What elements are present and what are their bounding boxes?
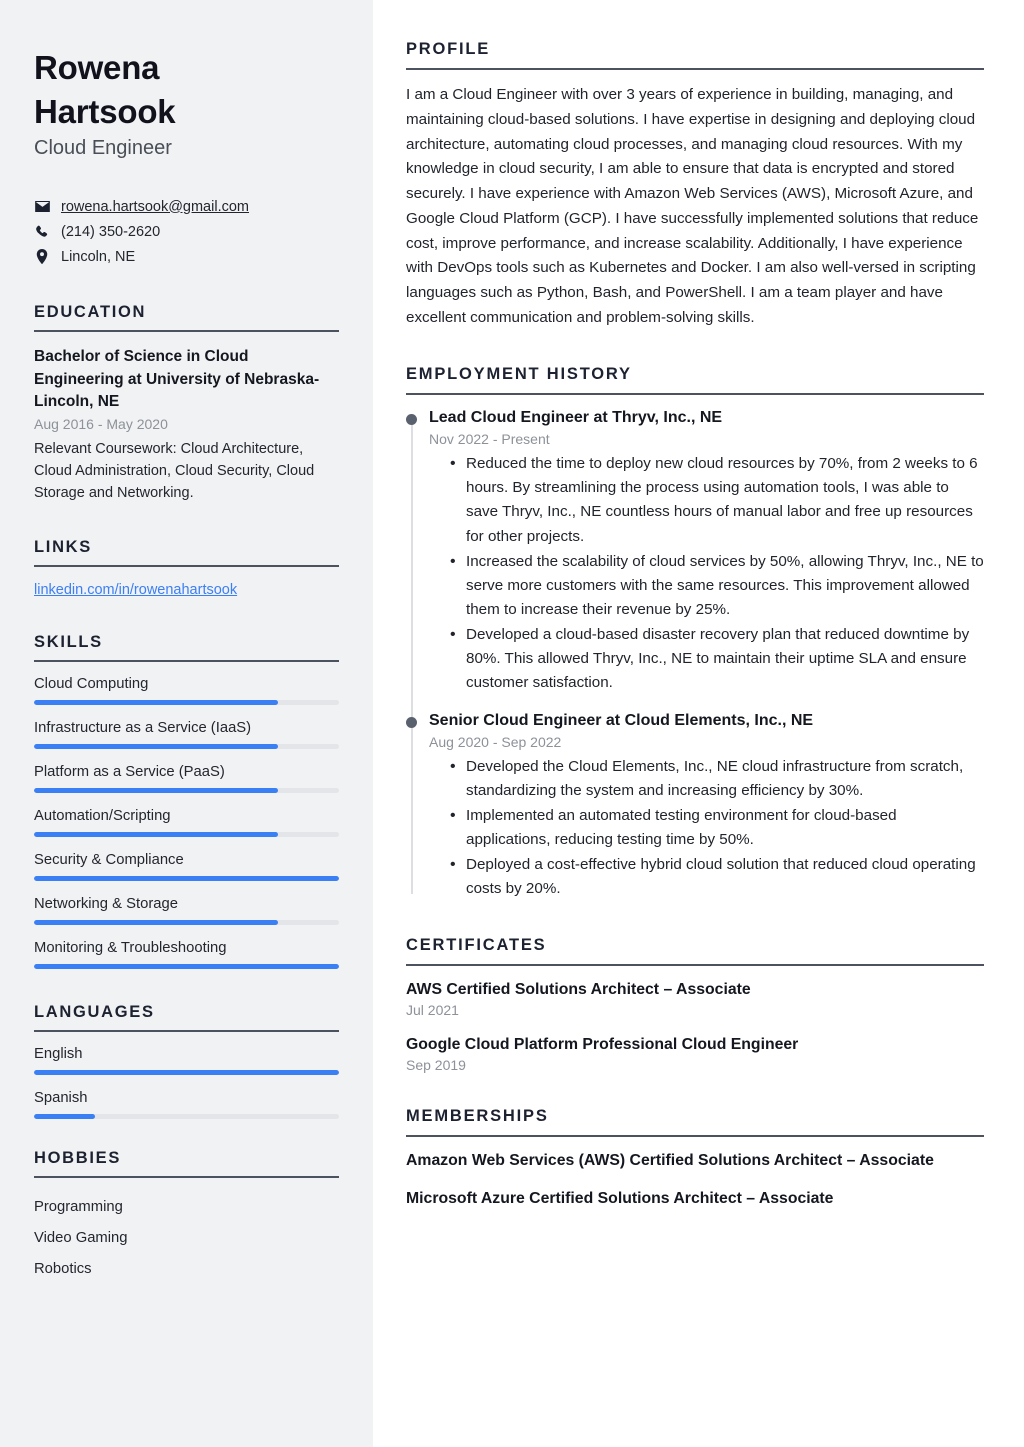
skill-label: Platform as a Service (PaaS) [34,764,225,781]
linkedin-link[interactable]: linkedin.com/in/rowenahartsook [34,582,238,599]
certificate-date: Sep 2019 [406,1057,466,1074]
job-bullet: • Implemented an automated testing environment for cloud-based applications, reducing testing time by 50%. [466,804,984,852]
skill-level-fill [34,876,339,881]
education-entry [34,346,339,504]
skill-level-fill [34,920,278,925]
skill-item [34,852,339,881]
education-date: Aug 2016 - May 2020 [34,415,168,432]
job-title: Cloud Engineer [34,137,172,160]
job-bullet: • Reduced the time to deploy new cloud resources by 70%, from 2 weeks to 6 hours. By streamlining the process using automation tools, I was able to save Thryv, Inc., NE countless hours of manual labor and free up resources for other projects. [466,452,984,548]
section-languages [34,1003,339,1119]
skill-level-fill [34,744,278,749]
skill-item [34,720,339,749]
section-employment-history [406,365,984,902]
section-heading-languages: LANGUAGES [34,1003,155,1022]
certificate-title: Google Cloud Platform Professional Cloud Engineer [406,1035,799,1053]
main-column [373,0,1024,1447]
job-entry [406,408,984,695]
section-skills [34,633,339,969]
section-memberships [406,1107,984,1210]
job-date-range: Aug 2020 - Sep 2022 [429,734,562,751]
section-heading-links: LINKS [34,538,92,557]
skill-level-fill [34,832,278,837]
envelope-icon [34,201,50,212]
email-link[interactable]: rowena.hartsook@gmail.com [61,198,249,215]
language-label: English [34,1046,83,1063]
contact-item-phone [34,219,339,244]
membership-item: Amazon Web Services (AWS) Certified Solutions Architect – Associate [406,1152,934,1170]
phone-number: (214) 350-2620 [61,223,161,240]
skill-level-bar [34,744,339,749]
contact-item-location [34,244,339,269]
skill-item [34,940,339,969]
language-item [34,1090,339,1119]
job-bullet: • Deployed a cost-effective hybrid cloud solution that reduced cloud operating costs by 20%. [466,853,984,901]
section-heading-employment: EMPLOYMENT HISTORY [406,364,632,383]
job-date-range: Nov 2022 - Present [429,431,550,448]
hobbies-list [34,1178,339,1284]
skill-level-bar [34,876,339,881]
map-pin-icon [34,249,50,264]
section-hobbies [34,1149,339,1284]
section-education [34,303,339,504]
section-heading-skills: SKILLS [34,633,103,652]
name-block [34,46,339,160]
skill-level-fill [34,964,339,969]
section-heading-education: EDUCATION [34,303,147,322]
language-level-fill [34,1114,95,1119]
sidebar [0,0,373,1447]
job-entry [406,711,984,902]
hobby-item: Robotics [34,1260,92,1277]
skill-label: Cloud Computing [34,676,149,693]
section-heading-memberships: MEMBERSHIPS [406,1107,549,1126]
membership-item: Microsoft Azure Certified Solutions Architect – Associate [406,1190,834,1208]
job-bullet: • Increased the scalability of cloud services by 50%, allowing Thryv, Inc., NE to serve more customers with the same resources. This improvement allowed them to increase their revenue by 25%. [466,550,984,622]
hobby-item: Programming [34,1199,123,1216]
language-level-bar [34,1114,339,1119]
job-title-company: Senior Cloud Engineer at Cloud Elements, Inc., NE [429,711,814,729]
section-heading-hobbies: HOBBIES [34,1149,122,1168]
contact-list [34,194,339,269]
skill-item [34,896,339,925]
language-label: Spanish [34,1090,88,1107]
skill-label: Security & Compliance [34,852,184,869]
timeline-dot-icon [406,717,417,728]
job-title-company: Lead Cloud Engineer at Thryv, Inc., NE [429,408,723,426]
section-heading-certificates: CERTIFICATES [406,935,547,954]
phone-icon [34,225,50,239]
certificate-date: Jul 2021 [406,1001,459,1018]
profile-text: I am a Cloud Engineer with over 3 years of experience in building, managing, and maintaining cloud-based solutions. I have expertise in designing and deploying cloud architecture, automating cloud processes, and managing cloud resources. With my knowledge in cloud security, I am able to ensure that data is encrypted and stored securely. I have experience with Amazon Web Services (AWS), Microsoft Azure, and Google Cloud Platform (GCP). I have successfully implemented solutions that reduce cost, improve performance, and increase scalability. Additionally, I have experience with DevOps tools such as Kubernetes and Docker. I am also well-versed in scripting languages such as Python, Bash, and PowerShell. I am a team player and have excellent communication and problem-solving skills. [406,86,979,326]
language-item [34,1046,339,1075]
certificate-title: AWS Certified Solutions Architect – Associate [406,980,751,998]
job-bullet: • Developed a cloud-based disaster recovery plan that reduced downtime by 80%. This allowed Thryv, Inc., NE to maintain their uptime SLA and ensure customer satisfaction. [466,623,984,695]
skill-level-fill [34,788,278,793]
job-achievements [429,452,984,694]
section-links [34,538,339,599]
skills-list [34,662,339,969]
education-list [34,332,339,504]
skill-label: Networking & Storage [34,896,178,913]
languages-list [34,1032,339,1119]
certificate-entry [406,979,984,1018]
contact-item-email [34,194,339,219]
skill-level-bar [34,832,339,837]
skill-level-bar [34,700,339,705]
certificate-entry [406,1034,984,1073]
section-profile [406,40,984,331]
certificates-list [406,966,984,1074]
first-name: Rowena [34,49,160,86]
hobby-item: Video Gaming [34,1229,128,1246]
skill-item [34,808,339,837]
skill-level-bar [34,964,339,969]
education-description: Relevant Coursework: Cloud Architecture, Cloud Administration, Cloud Security, Cloud Storage and Networking. [34,440,315,501]
timeline-dot-icon [406,414,417,425]
skill-level-bar [34,788,339,793]
language-level-bar [34,1070,339,1075]
skill-item [34,764,339,793]
language-level-fill [34,1070,339,1075]
section-certificates [406,936,984,1074]
employment-timeline [406,408,984,902]
skill-label: Automation/Scripting [34,808,171,825]
education-degree: Bachelor of Science in Cloud Engineering at University of Nebraska-Lincoln, NE [34,348,320,411]
job-bullet: • Developed the Cloud Elements, Inc., NE cloud infrastructure from scratch, standardizing the system and increasing efficiency by 30%. [466,755,984,803]
skill-label: Infrastructure as a Service (IaaS) [34,720,252,737]
last-name: Hartsook [34,92,176,130]
skill-level-fill [34,700,278,705]
skill-item [34,676,339,705]
skill-label: Monitoring & Troubleshooting [34,940,227,957]
section-heading-profile: PROFILE [406,40,491,58]
page-title [34,46,339,133]
skill-level-bar [34,920,339,925]
memberships-list [406,1137,984,1210]
job-achievements [429,755,984,901]
links-list [34,567,339,599]
location-text: Lincoln, NE [61,248,136,265]
